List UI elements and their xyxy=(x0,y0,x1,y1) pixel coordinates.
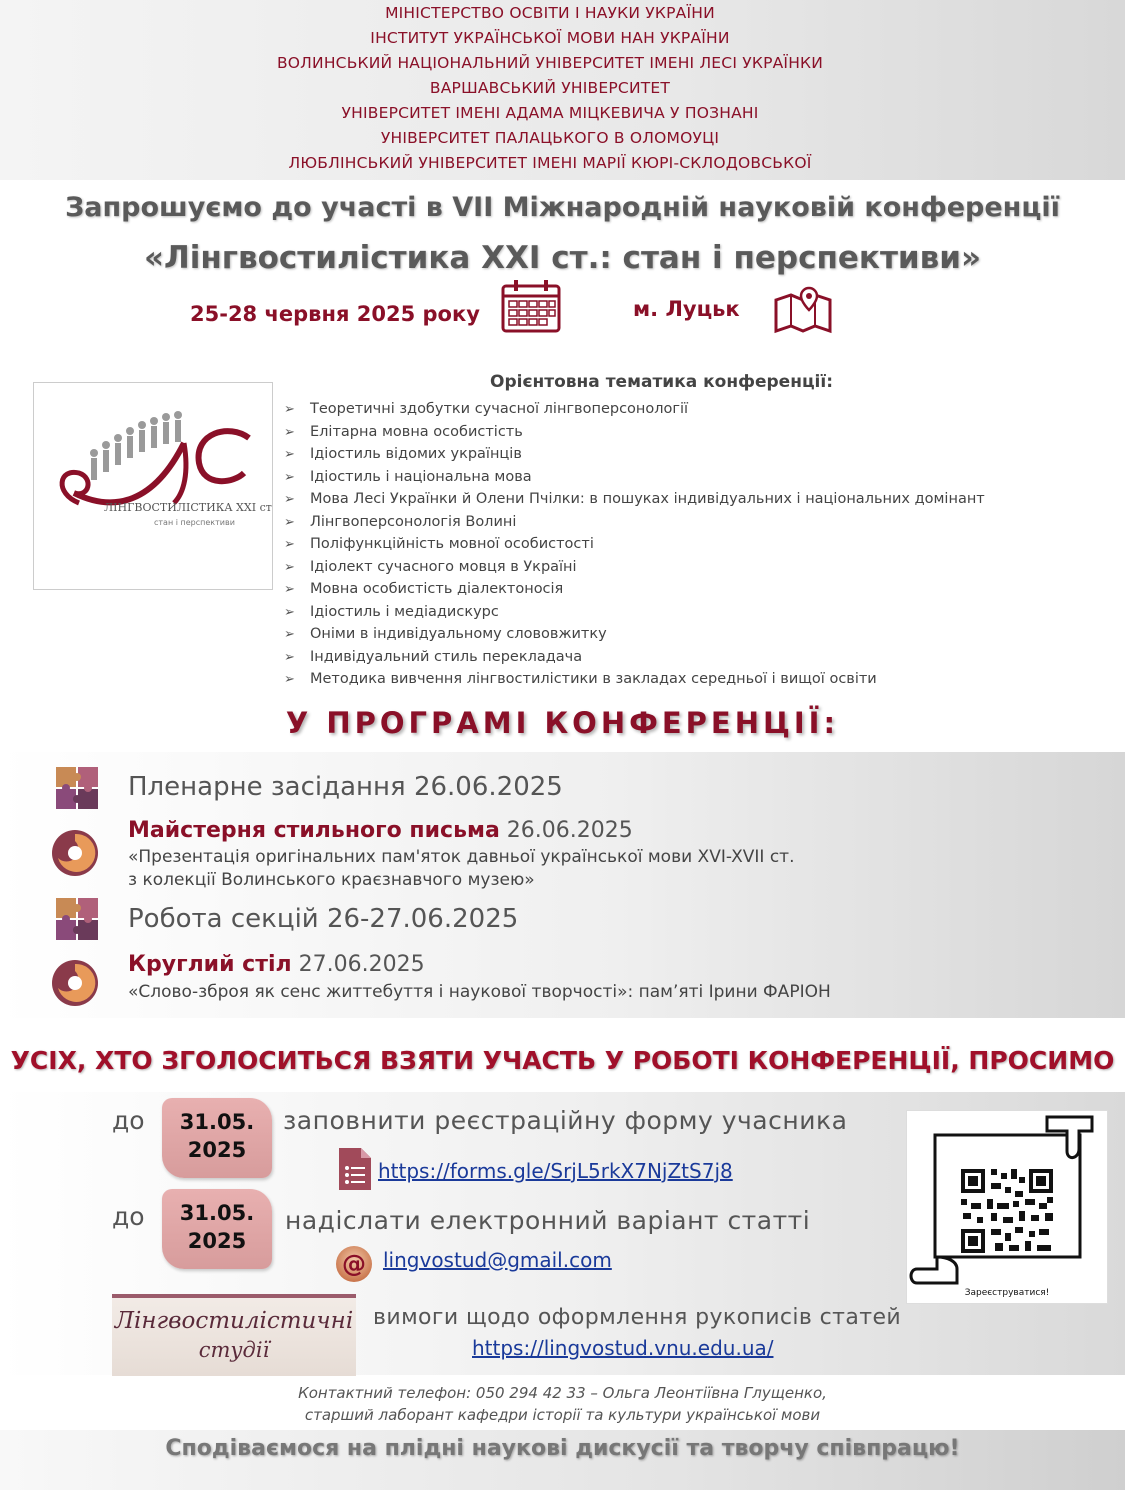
topic-item: ➢ Мова Лесі Українки й Олени Пчілки: в пошуках індивідуальних і національних домінант xyxy=(284,488,985,511)
organizer-line: ЛЮБЛІНСЬКИЙ УНІВЕРСИТЕТ ІМЕНІ МАРІЇ КЮРІ-СКЛОДОВСЬКОЇ xyxy=(288,154,812,172)
logo-title: ЛІНГВОСТИЛІСТИКА XXI ст. xyxy=(104,501,272,514)
deadline-date: 31.05. xyxy=(179,1201,255,1225)
topic-item: ➢ Індивідуальний стиль перекладача xyxy=(284,646,985,669)
puzzle-icon xyxy=(56,767,98,813)
calendar-icon xyxy=(500,278,562,338)
conference-logo xyxy=(33,382,273,590)
map-pin-icon xyxy=(773,286,833,338)
appeal-text: УСІХ, ХТО ЗГОЛОСИТЬСЯ ВЗЯТИ УЧАСТЬ У РОБОТІ КОНФЕРЕНЦІЇ, ПРОСИМО xyxy=(10,1046,1115,1075)
topic-item: ➢ Ідіостиль і національна мова xyxy=(284,466,985,489)
program-title: У ПРОГРАМІ КОНФЕРЕНЦІЇ: xyxy=(285,706,840,740)
workshop-date: 26.06.2025 xyxy=(499,818,633,843)
arrow-bullet-icon: ➢ xyxy=(284,447,295,462)
roundtable-title: Круглий стіл xyxy=(128,952,292,977)
topic-item: ➢ Ідіолект сучасного мовця в Україні xyxy=(284,556,985,579)
conference-title: «Лінгвостилістика ХХІ ст.: стан і перспективи» xyxy=(143,240,981,276)
closing-message: Сподіваємося на плідні наукові дискусії та творчу співпрацю! xyxy=(165,1436,960,1461)
arrow-bullet-icon: ➢ xyxy=(284,469,295,485)
organizer-line: ВАРШАВСЬКИЙ УНІВЕРСИТЕТ xyxy=(429,79,671,97)
contact-position: старший лаборант кафедри історії та культури української мови xyxy=(304,1406,821,1424)
topic-item: ➢ Ідіостиль відомих українців xyxy=(284,443,985,466)
topic-item: ➢ Методика вивчення лінгвостилістики в закладах середньої і вищої освіти xyxy=(284,668,985,691)
arrow-bullet-icon: ➢ xyxy=(284,559,295,575)
sections-work: Робота секцій 26-27.06.2025 xyxy=(128,904,519,934)
deadline-date: 31.05. xyxy=(179,1110,255,1134)
journal-title: Лінгвостилістичні xyxy=(114,1308,354,1334)
email-link[interactable]: lingvostud@gmail.com xyxy=(383,1248,612,1272)
event-city: м. Луцьк xyxy=(633,297,740,321)
deadline-prefix: до xyxy=(112,1202,145,1231)
journal-site-link[interactable]: https://lingvostud.vnu.edu.ua/ xyxy=(472,1336,774,1360)
event-dates: 25-28 червня 2025 року xyxy=(190,302,480,326)
topic-item: ➢ Лінгвоперсонологія Волині xyxy=(284,511,985,534)
arrow-bullet-icon: ➢ xyxy=(284,492,295,507)
qr-code-panel[interactable] xyxy=(906,1110,1108,1304)
puzzle-icon xyxy=(56,898,98,944)
workshop-description: «Презентація оригінальних пам'яток давньої української мови XVI-XVII ст. xyxy=(128,847,795,867)
logo-subtitle: стан і перспективи xyxy=(154,518,235,527)
organizer-line: МІНІСТЕРСТВО ОСВІТИ І НАУКИ УКРАЇНИ xyxy=(385,4,715,22)
at-sign-icon xyxy=(334,1244,374,1288)
requirements-text: вимоги щодо оформлення рукописів статей xyxy=(373,1305,902,1330)
swirl-icon xyxy=(50,828,100,882)
svg-text:@: @ xyxy=(342,1250,366,1278)
organizers-header xyxy=(0,0,1125,180)
deadline-badge xyxy=(162,1189,272,1269)
qr-caption: Зареєструватися! xyxy=(964,1288,1050,1298)
organizer-line: УНІВЕРСИТЕТ ПАЛАЦЬКОГО В ОЛОМОУЦІ xyxy=(380,129,720,147)
topic-item: ➢ Оніми в індивідуальному слововжитку xyxy=(284,623,985,646)
organizer-line: УНІВЕРСИТЕТ ІМЕНІ АДАМА МІЦКЕВИЧА У ПОЗНАНІ xyxy=(341,104,759,122)
roundtable-description: «Слово-зброя як сенс життебуття і наукової творчості»: пам’яті Ірини ФАРІОН xyxy=(128,982,831,1002)
topics-title: Орієнтовна тематика конференції: xyxy=(490,372,833,392)
swirl-icon xyxy=(50,958,100,1012)
roundtable-date: 27.06.2025 xyxy=(291,952,425,977)
registration-instruction: заповнити реєстраційну форму учасника xyxy=(283,1106,848,1135)
organizer-line: ІНСТИТУТ УКРАЇНСЬКОЇ МОВИ НАН УКРАЇНИ xyxy=(370,29,730,47)
topic-item: ➢ Мовна особистість діалектоносія xyxy=(284,578,985,601)
deadline-badge xyxy=(162,1098,272,1178)
arrow-bullet-icon: ➢ xyxy=(284,604,295,620)
workshop-description-2: з колекції Волинського краєзнавчого музею» xyxy=(128,870,535,890)
registration-form-link[interactable]: https://forms.gle/SrjL5rkX7NjZtS7j8 xyxy=(378,1159,733,1183)
contact-phone: Контактний телефон: 050 294 42 33 – Ольга Леонтіївна Глущенко, xyxy=(298,1384,827,1402)
arrow-bullet-icon: ➢ xyxy=(284,514,295,530)
topics-list xyxy=(284,398,985,691)
arrow-bullet-icon: ➢ xyxy=(284,424,295,440)
topic-item: ➢ Ідіостиль і медіадискурс xyxy=(284,601,985,624)
invite-line: Запрошуємо до участі в VII Міжнародній науковій конференції xyxy=(65,192,1060,223)
arrow-bullet-icon: ➢ xyxy=(284,672,295,687)
deadline-year: 2025 xyxy=(187,1229,247,1253)
journal-banner xyxy=(112,1294,356,1376)
organizer-line: ВОЛИНСЬКИЙ НАЦІОНАЛЬНИЙ УНІВЕРСИТЕТ ІМЕНІ ЛЕСІ УКРАЇНКИ xyxy=(276,54,824,72)
arrow-bullet-icon: ➢ xyxy=(284,402,295,417)
workshop-heading xyxy=(128,818,633,843)
deadline-prefix: до xyxy=(112,1106,145,1135)
form-document-icon xyxy=(337,1146,373,1196)
plenary-session: Пленарне засідання 26.06.2025 xyxy=(128,772,563,802)
workshop-title: Майстерня стильного письма xyxy=(128,818,500,843)
article-instruction: надіслати електронний варіант статті xyxy=(285,1206,811,1235)
journal-subtitle: студії xyxy=(198,1338,270,1362)
deadline-year: 2025 xyxy=(187,1138,247,1162)
arrow-bullet-icon: ➢ xyxy=(284,537,295,552)
arrow-bullet-icon: ➢ xyxy=(284,627,295,642)
topic-item: ➢ Елітарна мовна особистість xyxy=(284,421,985,444)
roundtable-heading xyxy=(128,952,425,977)
topic-item: ➢ Поліфункційність мовної особистості xyxy=(284,533,985,556)
arrow-bullet-icon: ➢ xyxy=(284,649,295,665)
topic-item: ➢ Теоретичні здобутки сучасної лінгвоперсонології xyxy=(284,398,985,421)
arrow-bullet-icon: ➢ xyxy=(284,582,295,597)
